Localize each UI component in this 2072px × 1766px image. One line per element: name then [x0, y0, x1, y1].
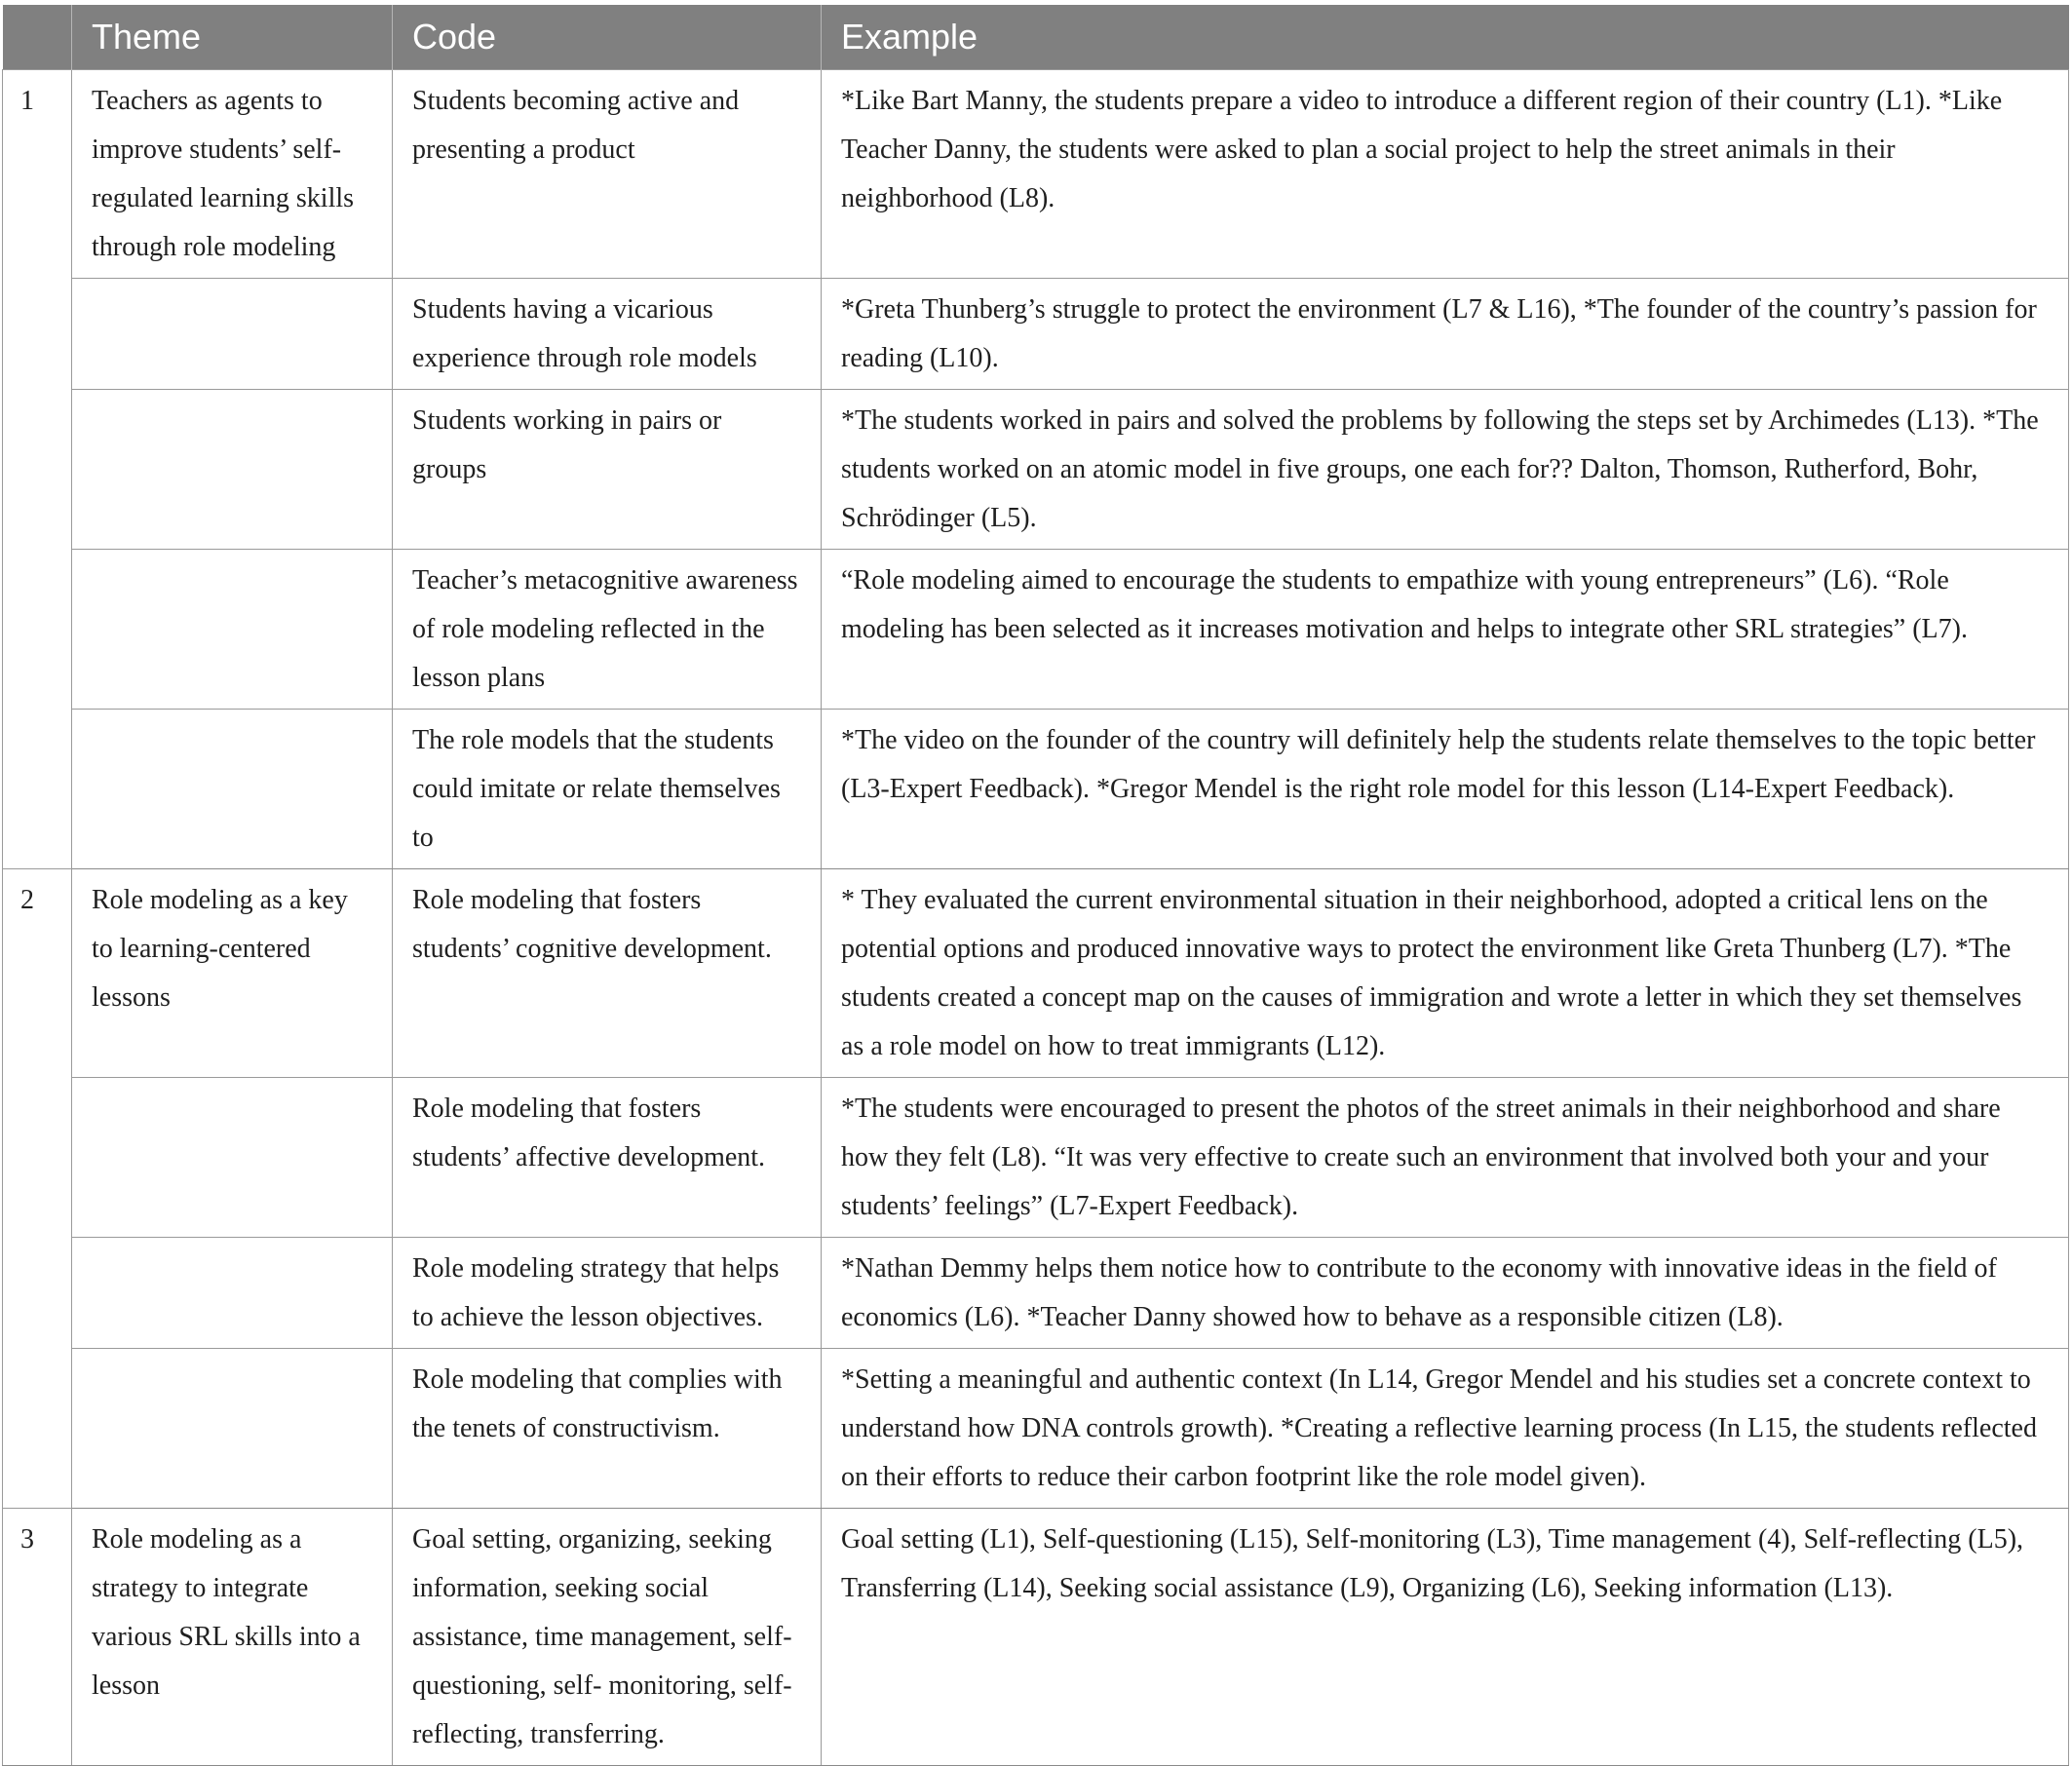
header-number: [3, 5, 72, 70]
table-body: [3, 70, 2069, 1766]
code-cell: The role models that the students could imitate or relate themselves to: [393, 710, 822, 869]
table-row: [3, 279, 2069, 390]
theme-cell: [72, 710, 393, 869]
example-cell: *Setting a meaningful and authentic context (In L14, Gregor Mendel and his studies set a concrete context to understand how DNA controls growth). *Creating a reflective learning process (In L15, the students reflected on their efforts to reduce their carbon footprint like the role model given).: [822, 1349, 2069, 1509]
code-cell: Role modeling that fosters students’ affective development.: [393, 1078, 822, 1238]
theme-number: 3: [3, 1509, 72, 1766]
theme-number: 1: [3, 70, 72, 869]
example-cell: *The video on the founder of the country will definitely help the students relate themselves to the topic better (L3-Expert Feedback). *Gregor Mendel is the right role model for this lesson (L14-Expert Feedback).: [822, 710, 2069, 869]
themes-table-container: [2, 5, 2068, 1766]
table-row: [3, 710, 2069, 869]
header-theme: Theme: [72, 5, 393, 70]
example-cell: *The students worked in pairs and solved the problems by following the steps set by Archimedes (L13). *The students worked on an atomic model in five groups, one each for?? Dalton, Thomson, Rutherford, Bohr, Schrödinger (L5).: [822, 390, 2069, 550]
code-cell: Students becoming active and presenting a product: [393, 70, 822, 279]
theme-cell: Role modeling as a key to learning-centered lessons: [72, 869, 393, 1078]
example-cell: * They evaluated the current environmental situation in their neighborhood, adopted a critical lens on the potential options and produced innovative ways to protect the environment like Greta Thunberg (L7). *The students created a concept map on the causes of immigration and wrote a letter in which they set themselves as a role model on how to treat immigrants (L12).: [822, 869, 2069, 1078]
code-cell: Role modeling strategy that helps to achieve the lesson objectives.: [393, 1238, 822, 1349]
theme-cell: [72, 279, 393, 390]
example-cell: *Nathan Demmy helps them notice how to contribute to the economy with innovative ideas in the field of economics (L6). *Teacher Danny showed how to behave as a responsible citizen (L8).: [822, 1238, 2069, 1349]
header-row: [3, 5, 2069, 70]
example-cell: *Greta Thunberg’s struggle to protect the environment (L7 & L16), *The founder of the country’s passion for reading (L10).: [822, 279, 2069, 390]
table-header: [3, 5, 2069, 70]
table-row: [3, 869, 2069, 1078]
theme-cell: [72, 1078, 393, 1238]
theme-cell: [72, 1349, 393, 1509]
table-row: [3, 1078, 2069, 1238]
theme-cell: [72, 550, 393, 710]
code-cell: Role modeling that fosters students’ cognitive development.: [393, 869, 822, 1078]
header-example: Example: [822, 5, 2069, 70]
table-row: [3, 1238, 2069, 1349]
code-cell: Students having a vicarious experience through role models: [393, 279, 822, 390]
example-cell: *The students were encouraged to present the photos of the street animals in their neighborhood and share how they felt (L8). “It was very effective to create such an environment that involved both your and your students’ feelings” (L7-Expert Feedback).: [822, 1078, 2069, 1238]
theme-cell: Role modeling as a strategy to integrate various SRL skills into a lesson: [72, 1509, 393, 1766]
code-cell: Teacher’s metacognitive awareness of role modeling reflected in the lesson plans: [393, 550, 822, 710]
example-cell: “Role modeling aimed to encourage the students to empathize with young entrepreneurs” (L6). “Role modeling has been selected as it increases motivation and helps to integrate other SRL strategies” (L7).: [822, 550, 2069, 710]
theme-number: 2: [3, 869, 72, 1509]
table-row: [3, 390, 2069, 550]
themes-codes-table: [2, 5, 2069, 1766]
table-row: [3, 1349, 2069, 1509]
table-row: [3, 1509, 2069, 1766]
code-cell: Role modeling that complies with the tenets of constructivism.: [393, 1349, 822, 1509]
theme-cell: [72, 1238, 393, 1349]
table-row: [3, 70, 2069, 279]
example-cell: *Like Bart Manny, the students prepare a video to introduce a different region of their country (L1). *Like Teacher Danny, the students were asked to plan a social project to help the street animals in their neighborhood (L8).: [822, 70, 2069, 279]
example-cell: Goal setting (L1), Self-questioning (L15), Self-monitoring (L3), Time management (4), Self-reflecting (L5), Transferring (L14), Seeking social assistance (L9), Organizing (L6), Seeking information (L13).: [822, 1509, 2069, 1766]
code-cell: Goal setting, organizing, seeking information, seeking social assistance, time management, self-questioning, self- monitoring, self-reflecting, transferring.: [393, 1509, 822, 1766]
header-code: Code: [393, 5, 822, 70]
table-row: [3, 550, 2069, 710]
theme-cell: [72, 390, 393, 550]
theme-cell: Teachers as agents to improve students’ self-regulated learning skills through role modeling: [72, 70, 393, 279]
code-cell: Students working in pairs or groups: [393, 390, 822, 550]
